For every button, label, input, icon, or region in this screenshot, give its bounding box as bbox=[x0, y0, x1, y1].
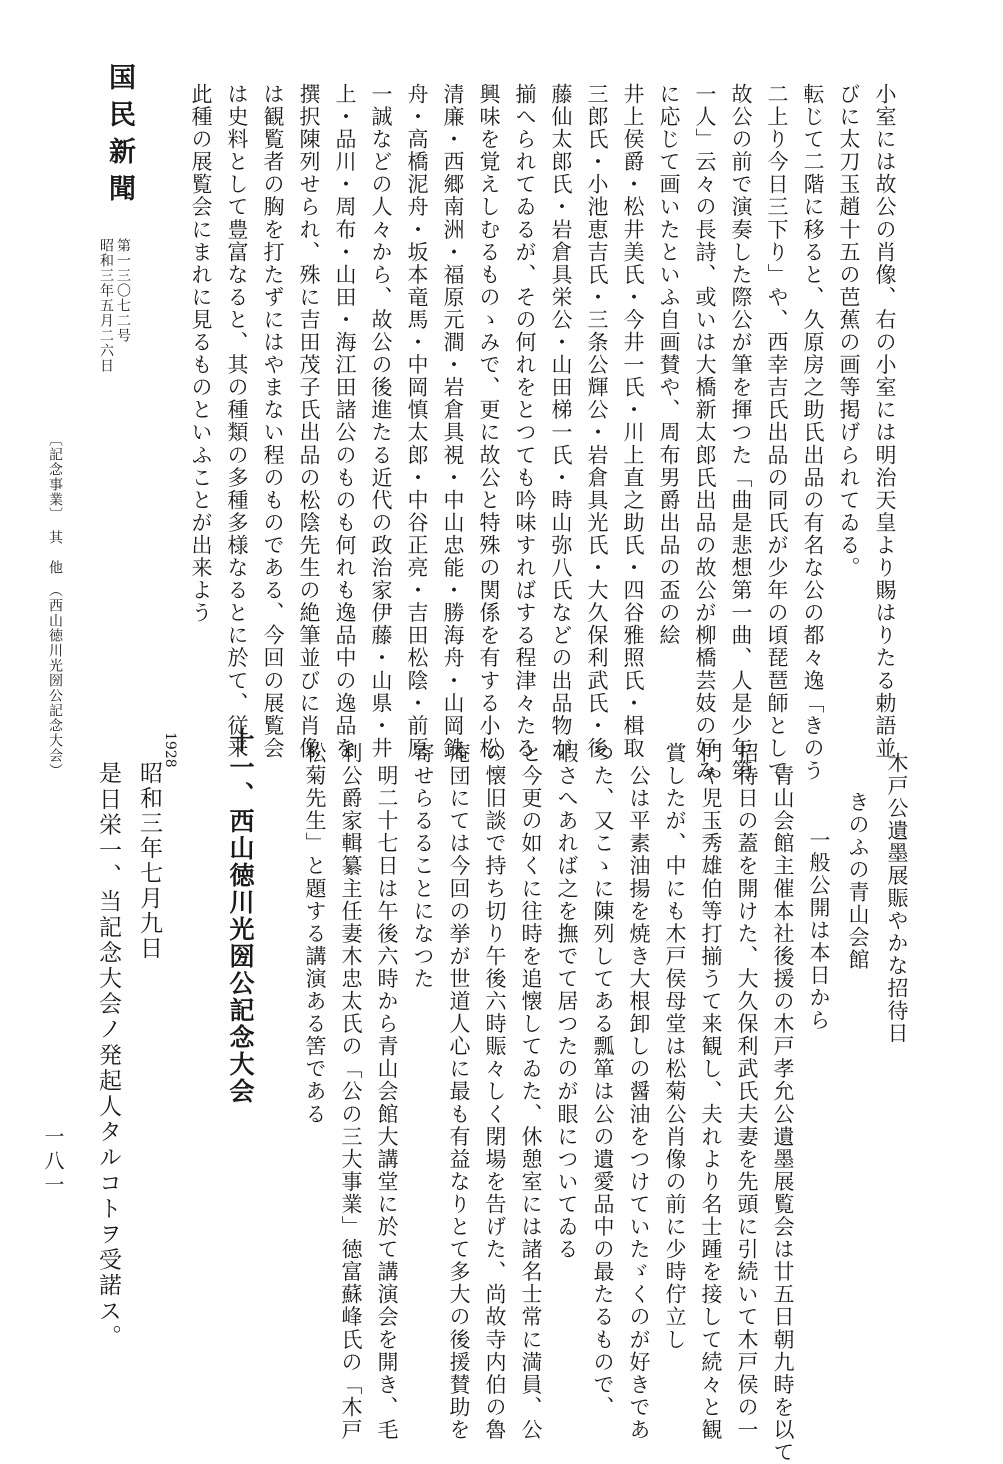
text-column: 一誠などの人々から、故公の後進たる近代の政治家伊藤・山県・井 bbox=[369, 83, 393, 760]
article-column: と今更の如くに往時を追懐してゐた、休憩室には諸名士常に満員、公 bbox=[519, 742, 543, 1442]
section-event: 是日栄一、当記念大会ノ発起人タルコトヲ受諾ス。 bbox=[95, 761, 121, 1350]
text-column: びに太刀玉趙十五の芭蕉の画等掲げられてゐる。 bbox=[837, 83, 861, 580]
text-column: は史料として豊富なると、其の種類の多種多様なるとに於て、従来 bbox=[225, 83, 249, 760]
article-column: 賞したが、中にも木戸侯母堂は松菊公肖像の前に少時佇立し bbox=[663, 742, 687, 1351]
text-column: 小室には故公の肖像、右の小室には明治天皇より賜はりたる勅語並 bbox=[873, 83, 897, 760]
text-column: 揃へられてゐるが、その何れをとつても吟味すればする程津々たる bbox=[513, 83, 537, 760]
text-column: 二上り今日三下り」や、西幸吉氏出品の同氏が少年の頃琵琶師として bbox=[765, 83, 789, 783]
text-column: 井上侯爵・松井美氏・今井一氏・川上直之助氏・四谷雅照氏・楫取 bbox=[621, 83, 645, 760]
article-column: 寄せらるることになつた bbox=[411, 742, 435, 991]
article-column: 明二十七日は午後六時から青山会館大講堂に於て講演会を開き、毛 bbox=[375, 742, 399, 1442]
section-date: 昭和三年七月九日 bbox=[136, 761, 162, 961]
article-column: の懐旧談で持ち切り午後六時賑々しく閉場を告げた、尚故寺内伯の魯 bbox=[483, 742, 507, 1442]
article-column: 庵団にては今回の挙が世道人心に最も有益なりとて多大の後援賛助を bbox=[447, 742, 471, 1442]
text-column: 撰択陳列せられ、殊に吉田茂子氏出品の松陰先生の絶筆並びに肖像 bbox=[297, 83, 321, 760]
article-column: 招待日の蓋を開けた、大久保利武氏夫妻を先頭に引続いて木戸侯の一 bbox=[735, 742, 759, 1442]
category-label: 〔記念事業〕 其 他 （西山徳川光圀公記念大会） bbox=[47, 432, 63, 778]
text-column: 藤仙太郎氏・岩倉具栄公・山田梯一氏・時山弥八氏などの出品物が bbox=[549, 83, 573, 760]
text-column: 一人」云々の長詩、或いは大橋新太郎氏出品の故公が柳橋芸妓の好み bbox=[693, 83, 717, 783]
article-column: 青山会館主催本社後援の木戸孝允公遺墨展覧会は廿五日朝九時を以て bbox=[771, 742, 795, 1464]
text-column: 上・品川・周布・山田・海江田諸公のものも何れも逸品中の逸品を bbox=[333, 83, 357, 760]
text-column: 故公の前で演奏した際公が筆を揮つた「曲是悲想第一曲、人是少年第 bbox=[729, 83, 753, 783]
text-column: 此種の展覧会にまれに見るものといふことが出来よう bbox=[189, 83, 213, 625]
article-column: 暇さへあれば之を撫でて居つたのが眼についてゐる bbox=[555, 742, 579, 1261]
issue-date: 昭和三年五月二六日 bbox=[98, 238, 114, 373]
issue-number: 第一三〇七二号 bbox=[115, 238, 131, 343]
article-column: つた、又こゝに陳列してある瓢箪は公の遺愛品中の最たるもので、 bbox=[591, 742, 615, 1419]
section-year: 1928 bbox=[162, 732, 178, 768]
article-subhead: きのふの青山会館 bbox=[846, 791, 870, 971]
article-column: 門や児玉秀雄伯等打揃うて来観し、夫れより名士踵を接して続々と観 bbox=[699, 742, 723, 1442]
text-column: 舟・高橋泥舟・坂本竜馬・中岡慎太郎・中谷正亮・吉田松陰・前原 bbox=[405, 83, 429, 760]
text-column: は観覧者の胸を打たずにはやまない程のものである、今回の展覧会 bbox=[261, 83, 285, 760]
newspaper-name: 国民新聞 bbox=[104, 63, 135, 211]
article-headline: 木戸公遺墨展賑やかな招待日 bbox=[885, 752, 909, 1045]
page-number: 一八一 bbox=[41, 1126, 65, 1198]
section-title: 十一、西山徳川光圀公記念大会 bbox=[226, 727, 255, 1105]
text-column: 清廉・西郷南洲・福原元澗・岩倉具視・中山忠能・勝海舟・山岡鉄 bbox=[441, 83, 465, 760]
article-column: 利公爵家輯纂主任妻木忠太氏の「公の三大事業」徳富蘇峰氏の「木戸 bbox=[339, 742, 363, 1442]
text-column: 興味を覚えしむるものゝみで、更に故公と特殊の関係を有する小松 bbox=[477, 83, 501, 760]
article-subhead-2: 一般公開は本日から bbox=[807, 829, 831, 1032]
article-column: 公は平素油揚を焼き大根卸しの醤油をつけていたゞくのが好きであ bbox=[627, 742, 651, 1442]
text-column: 三郎氏・小池恵吉氏・三条公輝公・岩倉具光氏・大久保利武氏・後 bbox=[585, 83, 609, 760]
text-column: 転じて二階に移ると、久原房之助氏出品の有名な公の都々逸「きのう bbox=[801, 83, 825, 783]
text-column: に応じて画いたといふ自画賛や、周布男爵出品の盃の絵 bbox=[657, 83, 681, 647]
article-column: 松菊先生」と題する講演ある筈である bbox=[303, 742, 327, 1126]
